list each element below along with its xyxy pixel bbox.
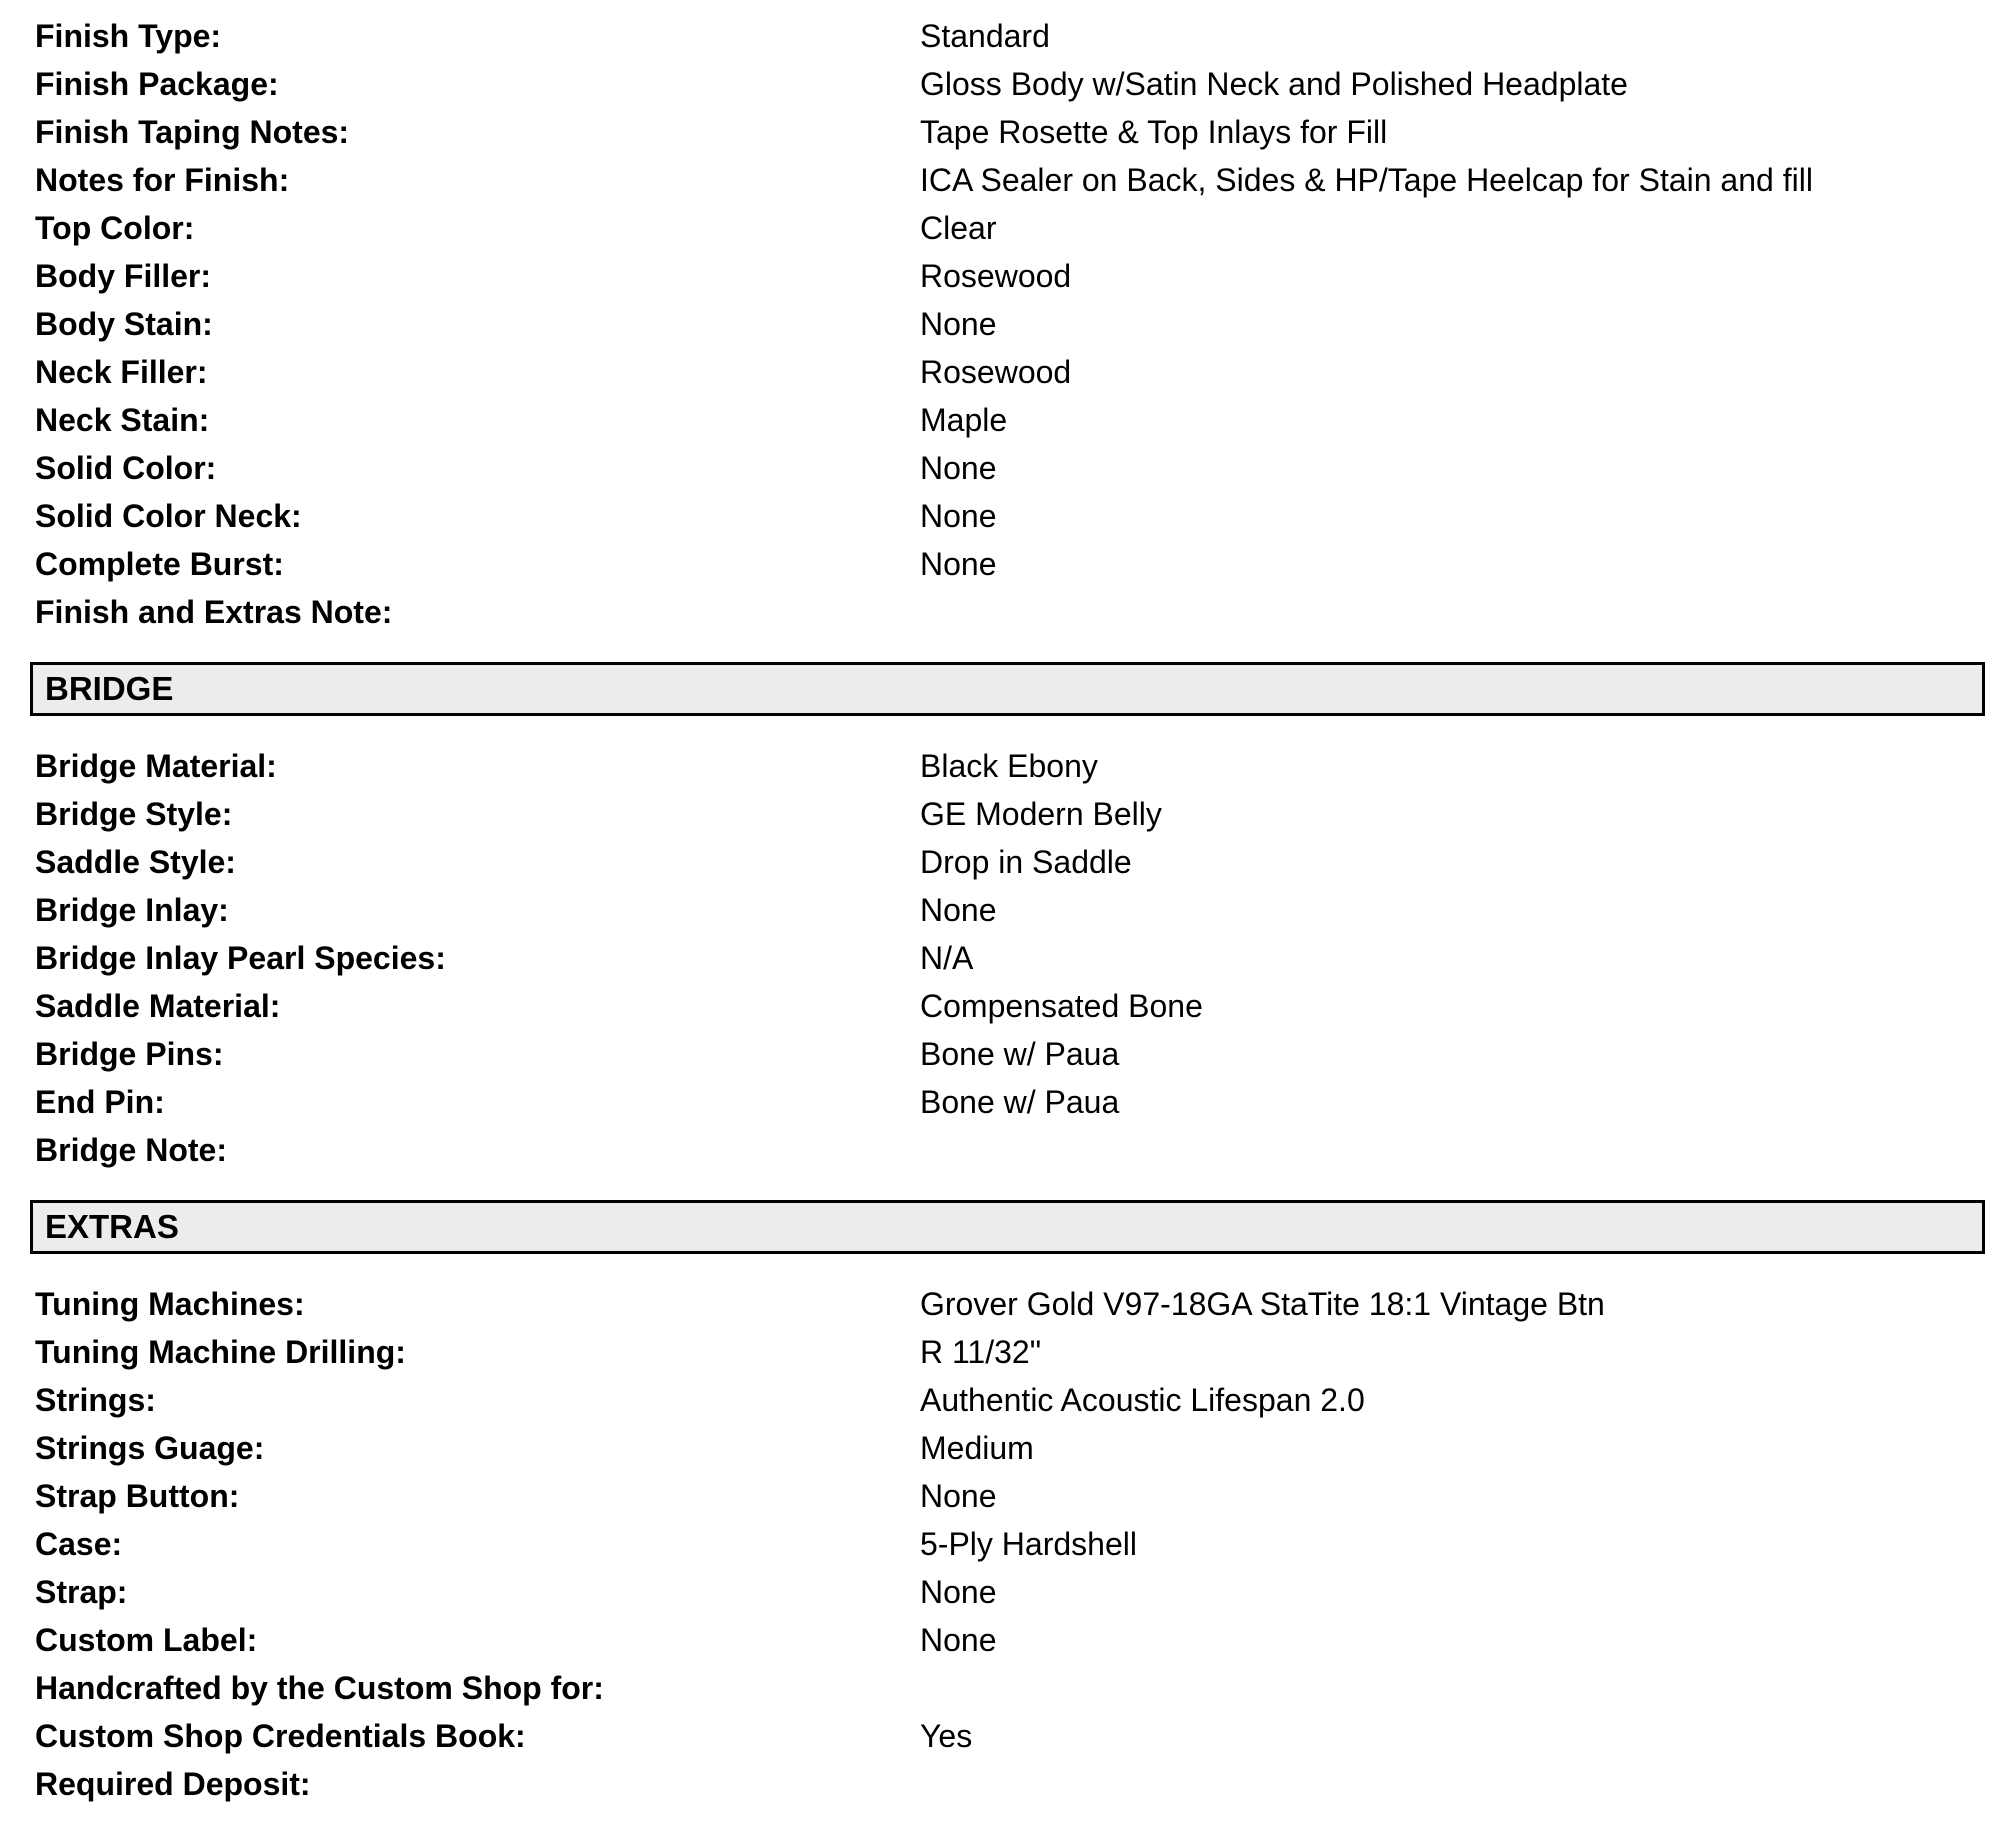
field-label: Saddle Material: bbox=[35, 988, 281, 1024]
field-label: Body Stain: bbox=[35, 306, 213, 342]
spec-row bbox=[35, 348, 1985, 396]
spec-row bbox=[35, 790, 1985, 838]
field-label: Finish Package: bbox=[35, 66, 279, 102]
field-label: End Pin: bbox=[35, 1084, 165, 1120]
field-label: Bridge Note: bbox=[35, 1132, 227, 1168]
spec-row bbox=[35, 1030, 1985, 1078]
spec-row bbox=[35, 1472, 1985, 1520]
field-label: Tuning Machine Drilling: bbox=[35, 1334, 406, 1370]
spec-row bbox=[35, 588, 1985, 636]
spec-row bbox=[35, 1126, 1985, 1174]
field-label: Finish Type: bbox=[35, 18, 222, 54]
spec-row bbox=[35, 934, 1985, 982]
field-value: None bbox=[920, 450, 997, 486]
spec-row bbox=[35, 60, 1985, 108]
spec-row bbox=[35, 1280, 1985, 1328]
field-label: Case: bbox=[35, 1526, 123, 1562]
field-value: Rosewood bbox=[920, 258, 1072, 294]
field-label: Bridge Style: bbox=[35, 796, 233, 832]
field-value: Bone w/ Paua bbox=[920, 1036, 1120, 1072]
field-value: None bbox=[920, 546, 997, 582]
spec-row bbox=[35, 1760, 1985, 1808]
field-value: GE Modern Belly bbox=[920, 796, 1162, 832]
field-value: Authentic Acoustic Lifespan 2.0 bbox=[920, 1382, 1365, 1418]
field-value: Grover Gold V97-18GA StaTite 18:1 Vintage Btn bbox=[920, 1286, 1605, 1322]
spec-row bbox=[35, 252, 1985, 300]
spec-row bbox=[35, 396, 1985, 444]
spec-row bbox=[35, 108, 1985, 156]
field-value: Black Ebony bbox=[920, 748, 1098, 784]
field-value: Drop in Saddle bbox=[920, 844, 1132, 880]
spec-row bbox=[35, 1328, 1985, 1376]
field-label: Bridge Inlay: bbox=[35, 892, 229, 928]
section-title: EXTRAS bbox=[45, 1208, 179, 1245]
field-value: N/A bbox=[920, 940, 974, 976]
spec-row bbox=[35, 1520, 1985, 1568]
field-label: Strap: bbox=[35, 1574, 128, 1610]
spec-row bbox=[35, 300, 1985, 348]
field-label: Custom Shop Credentials Book: bbox=[35, 1718, 526, 1754]
spec-row bbox=[35, 1616, 1985, 1664]
spec-row bbox=[35, 1424, 1985, 1472]
field-value: Bone w/ Paua bbox=[920, 1084, 1120, 1120]
spec-row bbox=[35, 838, 1985, 886]
field-value: None bbox=[920, 1622, 997, 1658]
section-header-extras bbox=[30, 1200, 1985, 1254]
field-label: Finish Taping Notes: bbox=[35, 114, 350, 150]
spec-row bbox=[35, 204, 1985, 252]
field-label: Strings Guage: bbox=[35, 1430, 265, 1466]
field-label: Solid Color: bbox=[35, 450, 217, 486]
field-value: ICA Sealer on Back, Sides & HP/Tape Heelcap for Stain and fill bbox=[920, 162, 1813, 198]
field-value: Maple bbox=[920, 402, 1008, 438]
field-value: Yes bbox=[920, 1718, 973, 1754]
field-value: None bbox=[920, 892, 997, 928]
spec-row bbox=[35, 886, 1985, 934]
spec-row bbox=[35, 1376, 1985, 1424]
field-label: Custom Label: bbox=[35, 1622, 258, 1658]
spec-row bbox=[35, 1568, 1985, 1616]
section-header-bridge bbox=[30, 662, 1985, 716]
field-label: Saddle Style: bbox=[35, 844, 236, 880]
field-label: Strap Button: bbox=[35, 1478, 240, 1514]
field-value: Standard bbox=[920, 18, 1050, 54]
field-value: None bbox=[920, 1574, 997, 1610]
field-value: Tape Rosette & Top Inlays for Fill bbox=[920, 114, 1388, 150]
field-value: Medium bbox=[920, 1430, 1034, 1466]
field-label: Neck Stain: bbox=[35, 402, 210, 438]
field-value: R 11/32" bbox=[920, 1334, 1042, 1370]
field-value: 5-Ply Hardshell bbox=[920, 1526, 1137, 1562]
spec-row bbox=[35, 1664, 1985, 1712]
field-label: Finish and Extras Note: bbox=[35, 594, 393, 630]
spec-row bbox=[35, 444, 1985, 492]
field-value: None bbox=[920, 306, 997, 342]
field-value: None bbox=[920, 1478, 997, 1514]
spec-row bbox=[35, 1712, 1985, 1760]
field-label: Bridge Inlay Pearl Species: bbox=[35, 940, 446, 976]
field-label: Handcrafted by the Custom Shop for: bbox=[35, 1670, 604, 1706]
field-label: Bridge Material: bbox=[35, 748, 277, 784]
field-label: Notes for Finish: bbox=[35, 162, 290, 198]
spec-row bbox=[35, 12, 1985, 60]
field-label: Required Deposit: bbox=[35, 1766, 311, 1802]
field-label: Top Color: bbox=[35, 210, 195, 246]
field-label: Body Filler: bbox=[35, 258, 212, 294]
spec-row bbox=[35, 540, 1985, 588]
field-value: None bbox=[920, 498, 997, 534]
field-label: Tuning Machines: bbox=[35, 1286, 305, 1322]
spec-row bbox=[35, 1078, 1985, 1126]
field-value: Rosewood bbox=[920, 354, 1072, 390]
field-value: Compensated Bone bbox=[920, 988, 1203, 1024]
field-label: Solid Color Neck: bbox=[35, 498, 302, 534]
field-value: Gloss Body w/Satin Neck and Polished Headplate bbox=[920, 66, 1628, 102]
field-label: Complete Burst: bbox=[35, 546, 284, 582]
spec-row bbox=[35, 982, 1985, 1030]
field-value: Clear bbox=[920, 210, 997, 246]
spec-row bbox=[35, 492, 1985, 540]
spec-row bbox=[35, 156, 1985, 204]
field-label: Bridge Pins: bbox=[35, 1036, 224, 1072]
field-label: Strings: bbox=[35, 1382, 156, 1418]
section-title: BRIDGE bbox=[45, 670, 174, 707]
spec-row bbox=[35, 742, 1985, 790]
field-label: Neck Filler: bbox=[35, 354, 208, 390]
